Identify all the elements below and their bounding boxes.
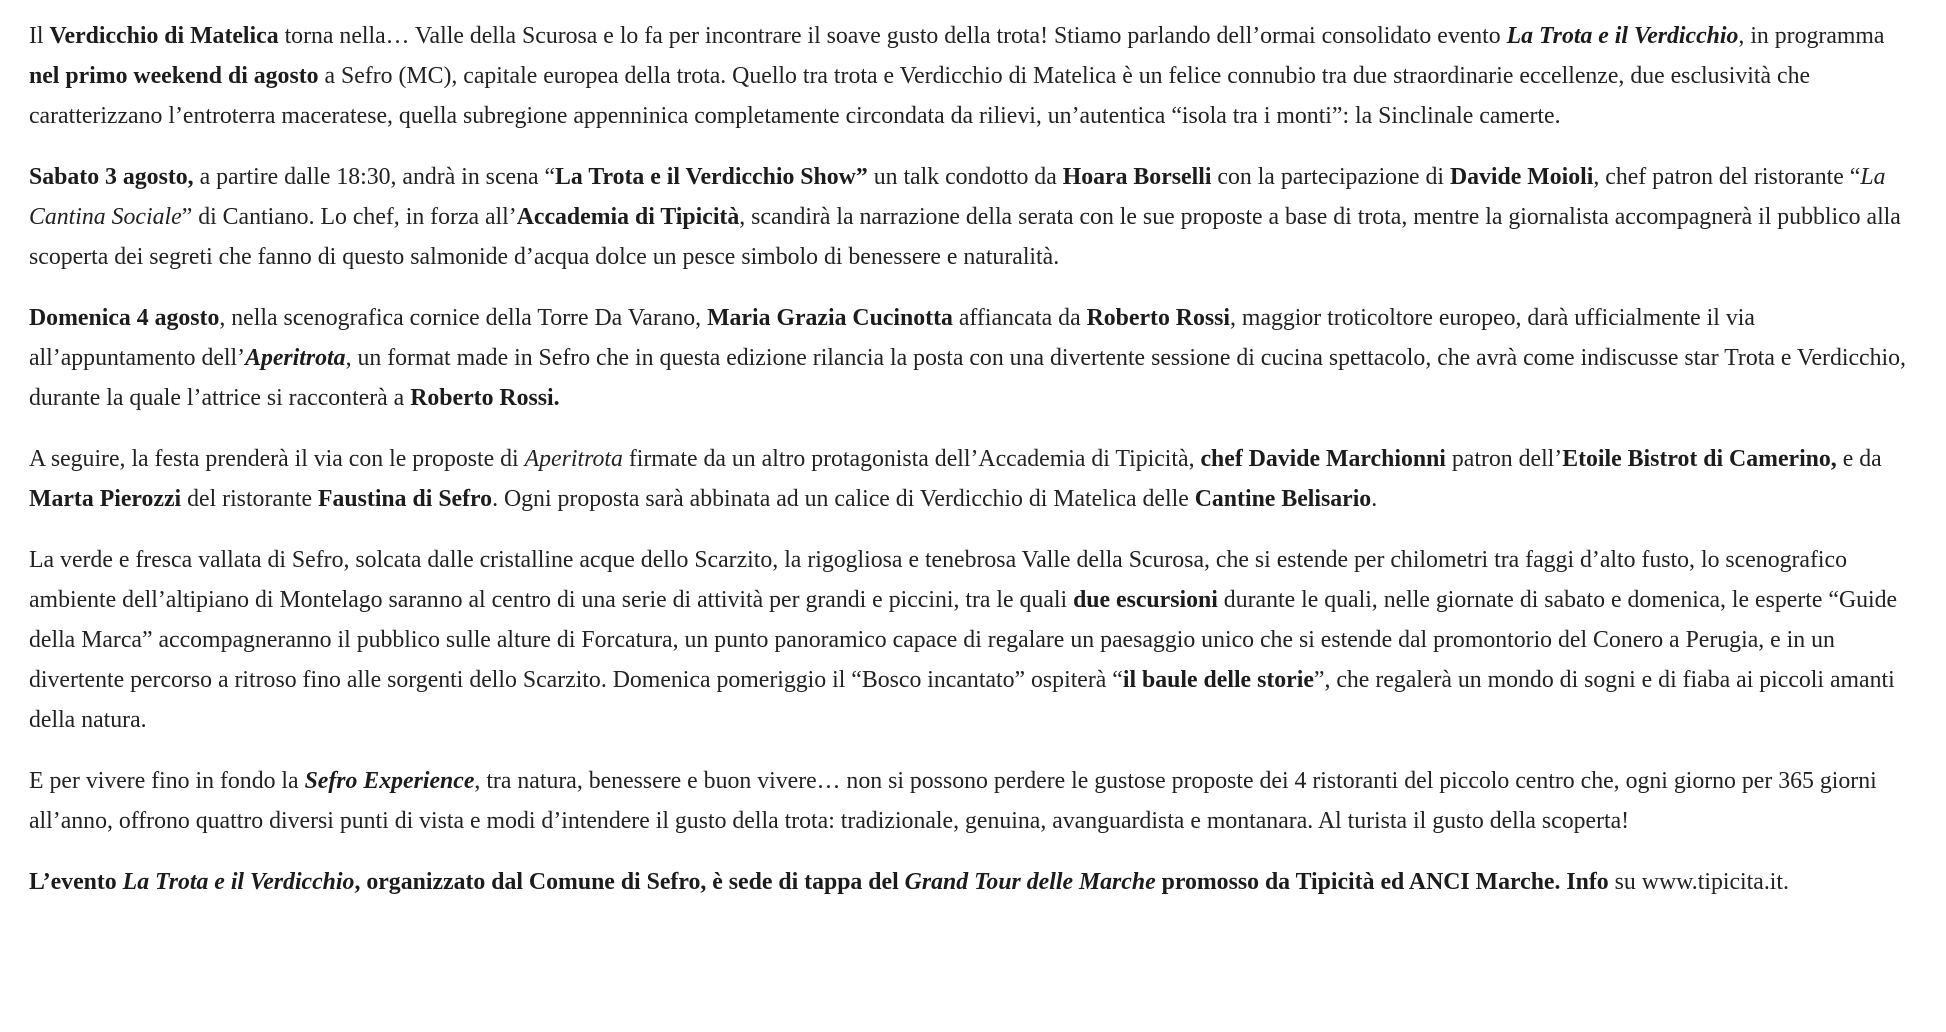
text-run: , chef patron del ristorante “ bbox=[1593, 164, 1861, 190]
text-run: Accademia di Tipicità bbox=[516, 204, 740, 230]
text-run: Sefro Experience bbox=[304, 768, 475, 794]
text-run: Etoile Bistrot di Camerino, bbox=[1562, 446, 1837, 472]
text-run: patron dell’ bbox=[1445, 446, 1563, 472]
paragraph-sefro-experience bbox=[29, 761, 1917, 841]
text-run: del ristorante bbox=[181, 486, 318, 512]
text-run: chef Davide Marchionni bbox=[1200, 446, 1446, 472]
text-run: La Cantina Sociale bbox=[29, 164, 1886, 230]
paragraph-event-info bbox=[29, 862, 1917, 902]
text-run: Aperitrota bbox=[245, 345, 346, 371]
text-run: nel primo weekend di agosto bbox=[29, 63, 319, 89]
text-run: E per vivere fino in fondo la bbox=[29, 768, 305, 794]
text-run: durante le quali, nelle giornate di sabato e domenica, le esperte “Guide della Marca” accompagneranno il pubblico sulle alture di Forcatura, un punto panoramico capace di regalare un paesaggio unico che si estende dal promontorio del Conero a Perugia, e in un divertente percorso a ritroso fino alle sorgenti dello Scarzito. Domenica pomeriggio il “Bosco incantato” ospiterà “ bbox=[29, 587, 1898, 693]
paragraph-excursions bbox=[29, 540, 1917, 740]
text-run-wrapper bbox=[1507, 23, 1739, 49]
text-run: a partire dalle 18:30, andrà in scena “ bbox=[193, 164, 556, 190]
text-run: , in programma bbox=[1738, 23, 1885, 49]
text-run: promosso da Tipicità ed ANCI Marche. Info bbox=[1155, 869, 1609, 895]
text-run: Davide Moioli bbox=[1449, 164, 1594, 190]
paragraph-aperitrota bbox=[29, 439, 1917, 519]
text-run: Il bbox=[29, 23, 50, 49]
text-run: il baule delle storie bbox=[1122, 667, 1314, 693]
text-run: Roberto Rossi. bbox=[410, 385, 560, 411]
text-run: La Trota e il Verdicchio bbox=[1506, 23, 1739, 49]
text-run: Sabato 3 agosto, bbox=[29, 164, 194, 190]
text-run: due escursioni bbox=[1073, 587, 1218, 613]
text-run: Roberto Rossi bbox=[1086, 305, 1231, 331]
text-run: . Ogni proposta sarà abbinata ad un calice di Verdicchio di Matelica delle bbox=[492, 486, 1195, 512]
text-run: La verde e fresca vallata di Sefro, solcata dalle cristalline acque dello Scarzito, la rigogliosa e tenebrosa Valle della Scurosa, che si estende per chilometri tra faggi d’alto fusto, lo scenografico ambiente dell’altipiano di Montelago saranno al centro di una serie di attività per grandi e piccini, tra le quali bbox=[29, 547, 1847, 613]
text-run: ”, che regalerà un mondo di sogni e di fiaba ai piccoli amanti della natura. bbox=[29, 667, 1895, 733]
text-run: Hoara Borselli bbox=[1062, 164, 1212, 190]
text-run: , tra natura, benessere e buon vivere… non si possono perdere le gustose proposte dei 4 ristoranti del piccolo centro che, ogni giorno per 365 giorni all’anno, offrono quattro diversi punti di vista e modi d’intendere il gusto della trota: tradizionale, genuina, avanguardista e montanara. Al turista il gusto della scoperta! bbox=[29, 768, 1877, 834]
text-run: A seguire, la festa prenderà il via con le proposte di bbox=[29, 446, 525, 472]
text-run: , maggior troticoltore europeo, darà ufficialmente il via all’appuntamento dell’ bbox=[29, 305, 1755, 371]
text-run-wrapper bbox=[123, 869, 355, 895]
text-run: , organizzato dal Comune di Sefro, è sede di tappa del bbox=[354, 869, 905, 895]
text-run: affiancata da bbox=[952, 305, 1087, 331]
text-run: Domenica 4 agosto bbox=[29, 305, 220, 331]
text-run: L’evento bbox=[29, 869, 123, 895]
text-run: torna nella… Valle della Scurosa e lo fa per incontrare il soave gusto della trota! Stiamo parlando dell’ormai consolidato evento bbox=[278, 23, 1507, 49]
paragraph-sunday bbox=[29, 298, 1917, 418]
text-run-wrapper bbox=[305, 768, 475, 794]
text-run: La Trota e il Verdicchio bbox=[122, 869, 355, 895]
text-run: , un format made in Sefro che in questa edizione rilancia la posta con una divertente sessione di cucina spettacolo, che avrà come indiscusse star Trota e Verdicchio, durante la quale l’attrice si racconterà a bbox=[29, 345, 1906, 411]
text-run: e da bbox=[1836, 446, 1882, 472]
text-run: un talk condotto da bbox=[867, 164, 1063, 190]
text-run: Grand Tour delle Marche bbox=[904, 869, 1156, 895]
text-run: La Trota e il Verdicchio Show” bbox=[555, 164, 868, 190]
text-run: ” di Cantiano. Lo chef, in forza all’ bbox=[181, 204, 517, 230]
text-run: con la partecipazione di bbox=[1211, 164, 1450, 190]
text-run: , nella scenografica cornice della Torre Da Varano, bbox=[219, 305, 708, 331]
text-run: a Sefro (MC), capitale europea della trota. Quello tra trota e Verdicchio di Matelica è un felice connubio tra due straordinarie eccellenze, due esclusività che caratterizzano l’entroterra maceratese, quella subregione appenninica completamente circondata da rilievi, un’autentica “isola tra i monti”: la Sinclinale camerte. bbox=[29, 63, 1811, 129]
text-run: Faustina di Sefro bbox=[317, 486, 493, 512]
text-run: . bbox=[1371, 486, 1378, 512]
text-run: Aperitrota bbox=[524, 446, 623, 472]
text-run: su www.tipicita.it. bbox=[1608, 869, 1789, 895]
text-run: Marta Pierozzi bbox=[29, 486, 182, 512]
text-run: Cantine Belisario bbox=[1194, 486, 1372, 512]
text-run: firmate da un altro protagonista dell’Accademia di Tipicità, bbox=[622, 446, 1201, 472]
text-run: Maria Grazia Cucinotta bbox=[707, 305, 953, 331]
paragraph-intro bbox=[29, 16, 1917, 136]
text-run-wrapper bbox=[905, 869, 1156, 895]
text-run-wrapper bbox=[245, 345, 346, 371]
text-run: Verdicchio di Matelica bbox=[49, 23, 279, 49]
text-run: , scandirà la narrazione della serata con le sue proposte a base di trota, mentre la giornalista accompagnerà il pubblico alla scoperta dei segreti che fanno di questo salmonide d’acqua dolce un pesce simbolo di benessere e naturalità. bbox=[29, 204, 1901, 270]
paragraph-saturday bbox=[29, 157, 1917, 277]
